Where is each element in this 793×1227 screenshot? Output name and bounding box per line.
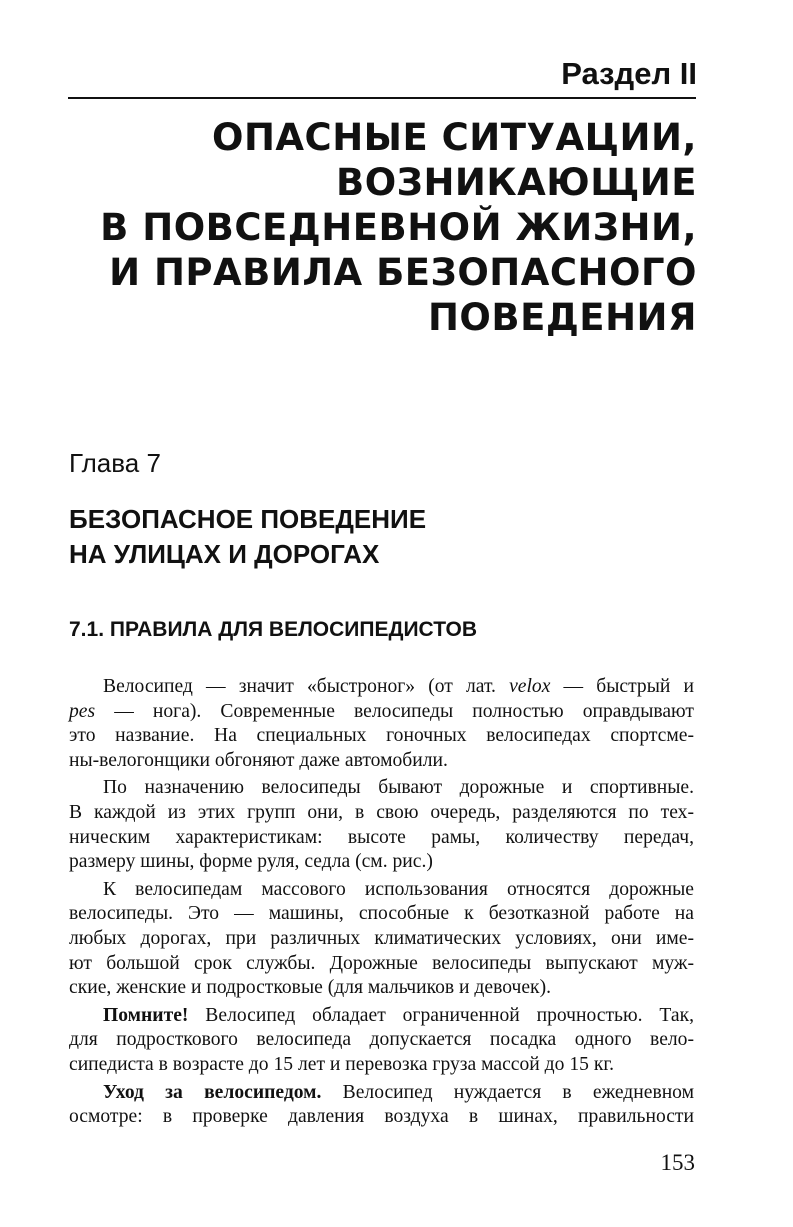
chapter-title-line: БЕЗОПАСНОЕ ПОВЕДЕНИЕ xyxy=(69,504,427,534)
section-title xyxy=(57,115,697,340)
page-number: 153 xyxy=(660,1150,695,1175)
text-run: ническим характеристикам: высоте рамы, количеству передач, xyxy=(69,826,694,848)
text-line xyxy=(69,749,694,774)
chapter-title xyxy=(69,502,426,572)
text-line xyxy=(69,1004,694,1029)
section-label: Раздел II xyxy=(561,56,697,91)
body-text xyxy=(69,675,694,1133)
chapter-label: Глава 7 xyxy=(69,448,161,478)
section-title-line: ВОЗНИКАЮЩИЕ xyxy=(336,161,697,204)
text-line xyxy=(69,850,694,875)
text-line xyxy=(69,801,694,826)
text-run: это название. На специальных гоночных велосипедах спортсме- xyxy=(69,725,694,747)
text-run: — быстрый и xyxy=(550,676,694,697)
text-run: велосипеды. Это — машины, способные к безотказной работе на xyxy=(69,903,694,925)
text-line xyxy=(69,1105,694,1130)
text-run: Помните! xyxy=(103,1004,189,1026)
text-line xyxy=(69,1081,694,1106)
text-run: — нога). Современные велосипеды полностью оправдывают xyxy=(95,700,694,722)
text-run: По назначению велосипеды бывают дорожные и спортивные. xyxy=(103,777,694,799)
text-line xyxy=(69,1053,694,1078)
text-run: ские, женские и подростковые (для мальчиков и девочек). xyxy=(69,977,551,999)
text-run: сипедиста в возрасте до 15 лет и перевозка груза массой до 15 кг. xyxy=(69,1053,615,1075)
text-run: Уход за велосипедом. xyxy=(103,1081,322,1103)
text-run: осмотре: в проверке давления воздуха в шинах, правильности xyxy=(69,1106,694,1128)
text-line xyxy=(69,675,694,700)
text-run: для подросткового велосипеда допускается посадка одного вело- xyxy=(69,1029,694,1051)
paragraph xyxy=(69,878,694,1001)
paragraph xyxy=(69,776,694,874)
text-run: ют большой срок службы. Дорожные велосипеды выпускают муж- xyxy=(69,952,694,974)
section-divider xyxy=(68,97,696,99)
text-line xyxy=(69,976,694,1001)
text-line xyxy=(69,724,694,749)
paragraph xyxy=(69,1081,694,1130)
text-run: размеру шины, форме руля, седла (см. рис.) xyxy=(69,851,433,873)
text-run: Велосипед обладает ограниченной прочностью. Так, xyxy=(188,1004,694,1026)
text-line xyxy=(69,776,694,801)
text-line xyxy=(69,700,694,725)
section-title-line: И ПРАВИЛА БЕЗОПАСНОГО xyxy=(109,251,697,294)
paragraph xyxy=(69,675,694,773)
chapter-title-line: НА УЛИЦАХ И ДОРОГАХ xyxy=(69,539,380,569)
text-run: Велосипед нуждается в ежедневном xyxy=(321,1081,695,1103)
text-line xyxy=(69,927,694,952)
text-line xyxy=(69,878,694,903)
text-run: pes xyxy=(69,700,96,722)
paragraph xyxy=(69,1004,694,1078)
text-run: В каждой из этих групп они, в свою очередь, разделяются по тех- xyxy=(69,801,694,823)
text-line xyxy=(69,1028,694,1053)
text-line xyxy=(69,826,694,851)
section-title-line: В ПОВСЕДНЕВНОЙ ЖИЗНИ, xyxy=(100,206,697,249)
text-line xyxy=(69,952,694,977)
section-title-line: ОПАСНЫЕ СИТУАЦИИ, xyxy=(211,116,697,159)
text-run: любых дорогах, при различных климатических условиях, они име- xyxy=(69,927,694,949)
text-run: К велосипедам массового использования относятся дорожные xyxy=(103,878,694,900)
text-line xyxy=(69,902,694,927)
text-run: ны-велогонщики обгоняют даже автомобили. xyxy=(69,749,448,771)
text-run: velox xyxy=(509,676,551,697)
subsection-title: 7.1. ПРАВИЛА ДЛЯ ВЕЛОСИПЕДИСТОВ xyxy=(69,618,478,641)
text-run: Велосипед — значит «быстроног» (от лат. xyxy=(103,676,510,697)
section-title-line: ПОВЕДЕНИЯ xyxy=(427,296,697,339)
